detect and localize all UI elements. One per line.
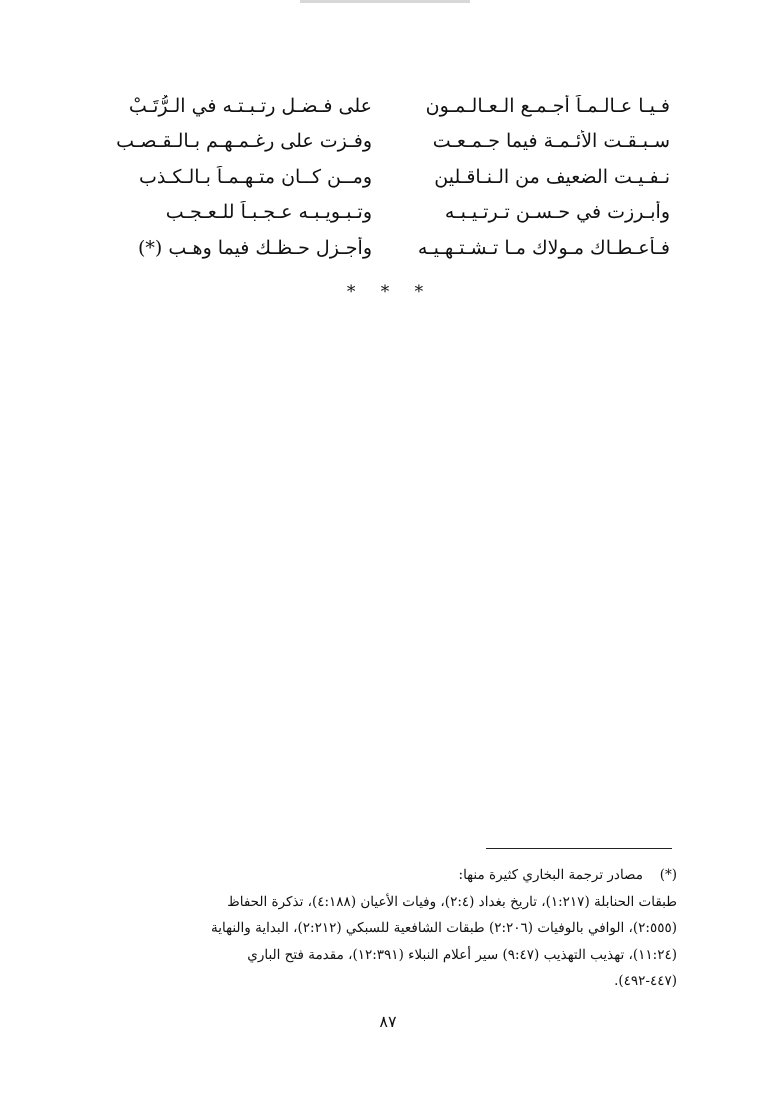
verse-second-hemistich: ومــن كــان متـهـمـاً بـالـكـذب [138, 165, 372, 188]
top-edge-mark [300, 0, 470, 3]
verse-first-hemistich: فـأعـطـاك مـولاك مـا تـشـتـهـيـه [417, 236, 670, 259]
footnote-heading-line [105, 862, 677, 889]
verse-second-hemistich: وتـبـويـبـه عـجـبـاً للـعـجـب [165, 201, 372, 224]
verse [110, 195, 670, 231]
verse-first-hemistich: نـفـيـت الضعيف من الـنـاقـلين [434, 165, 670, 188]
footnote [105, 862, 677, 995]
footnote-line: طبقات الحنابلة (١:٢١٧)، تاريخ بغداد (٢:٤)، وفيات الأعيان (٤:١٨٨)، تذكرة الحفاظ [227, 893, 677, 910]
page-number: ٨٧ [379, 1012, 397, 1031]
verse [110, 159, 670, 195]
footnote-marker: (*) [659, 867, 677, 883]
verse [110, 230, 670, 266]
verse-first-hemistich: فـيـا عـالـمـاً أجـمـع الـعـالـمـون [425, 94, 670, 117]
poem-block [110, 88, 670, 266]
footnote-separator [486, 848, 672, 849]
verse-second-hemistich: على فـضـل رتـبـتـه في الـرُّتَـبْ [128, 94, 372, 117]
verse [110, 88, 670, 124]
verse-first-hemistich: وأبـرزت في حـسـن تـرتـيـبـه [444, 201, 670, 224]
footnote-heading: مصادر ترجمة البخاري كثيرة منها: [458, 867, 643, 883]
footnote-line: (١١:٢٤)، تهذيب التهذيب (٩:٤٧) سير أعلام النبلاء (١٢:٣٩١)، مقدمة فتح الباري [247, 946, 677, 963]
section-divider-stars: * * * [346, 282, 434, 302]
verse-second-hemistich: وفـزت على رغـمـهـم بـالـقـصـب [116, 130, 372, 153]
footnote-line: (٢:٥٥٥)، الوافي بالوفيات (٢:٢٠٦) طبقات الشافعية للسبكي (٢:٢١٢)، البداية والنهاية [211, 920, 677, 936]
verse-second-hemistich: وأجـزل حـظـك فيما وهـب (*) [137, 236, 372, 259]
verse [110, 124, 670, 160]
footnote-line: (٤٤٧-٤٩٢). [614, 973, 677, 989]
verse-first-hemistich: سـبـقـت الأئـمـة فيما جـمـعـت [432, 130, 670, 153]
